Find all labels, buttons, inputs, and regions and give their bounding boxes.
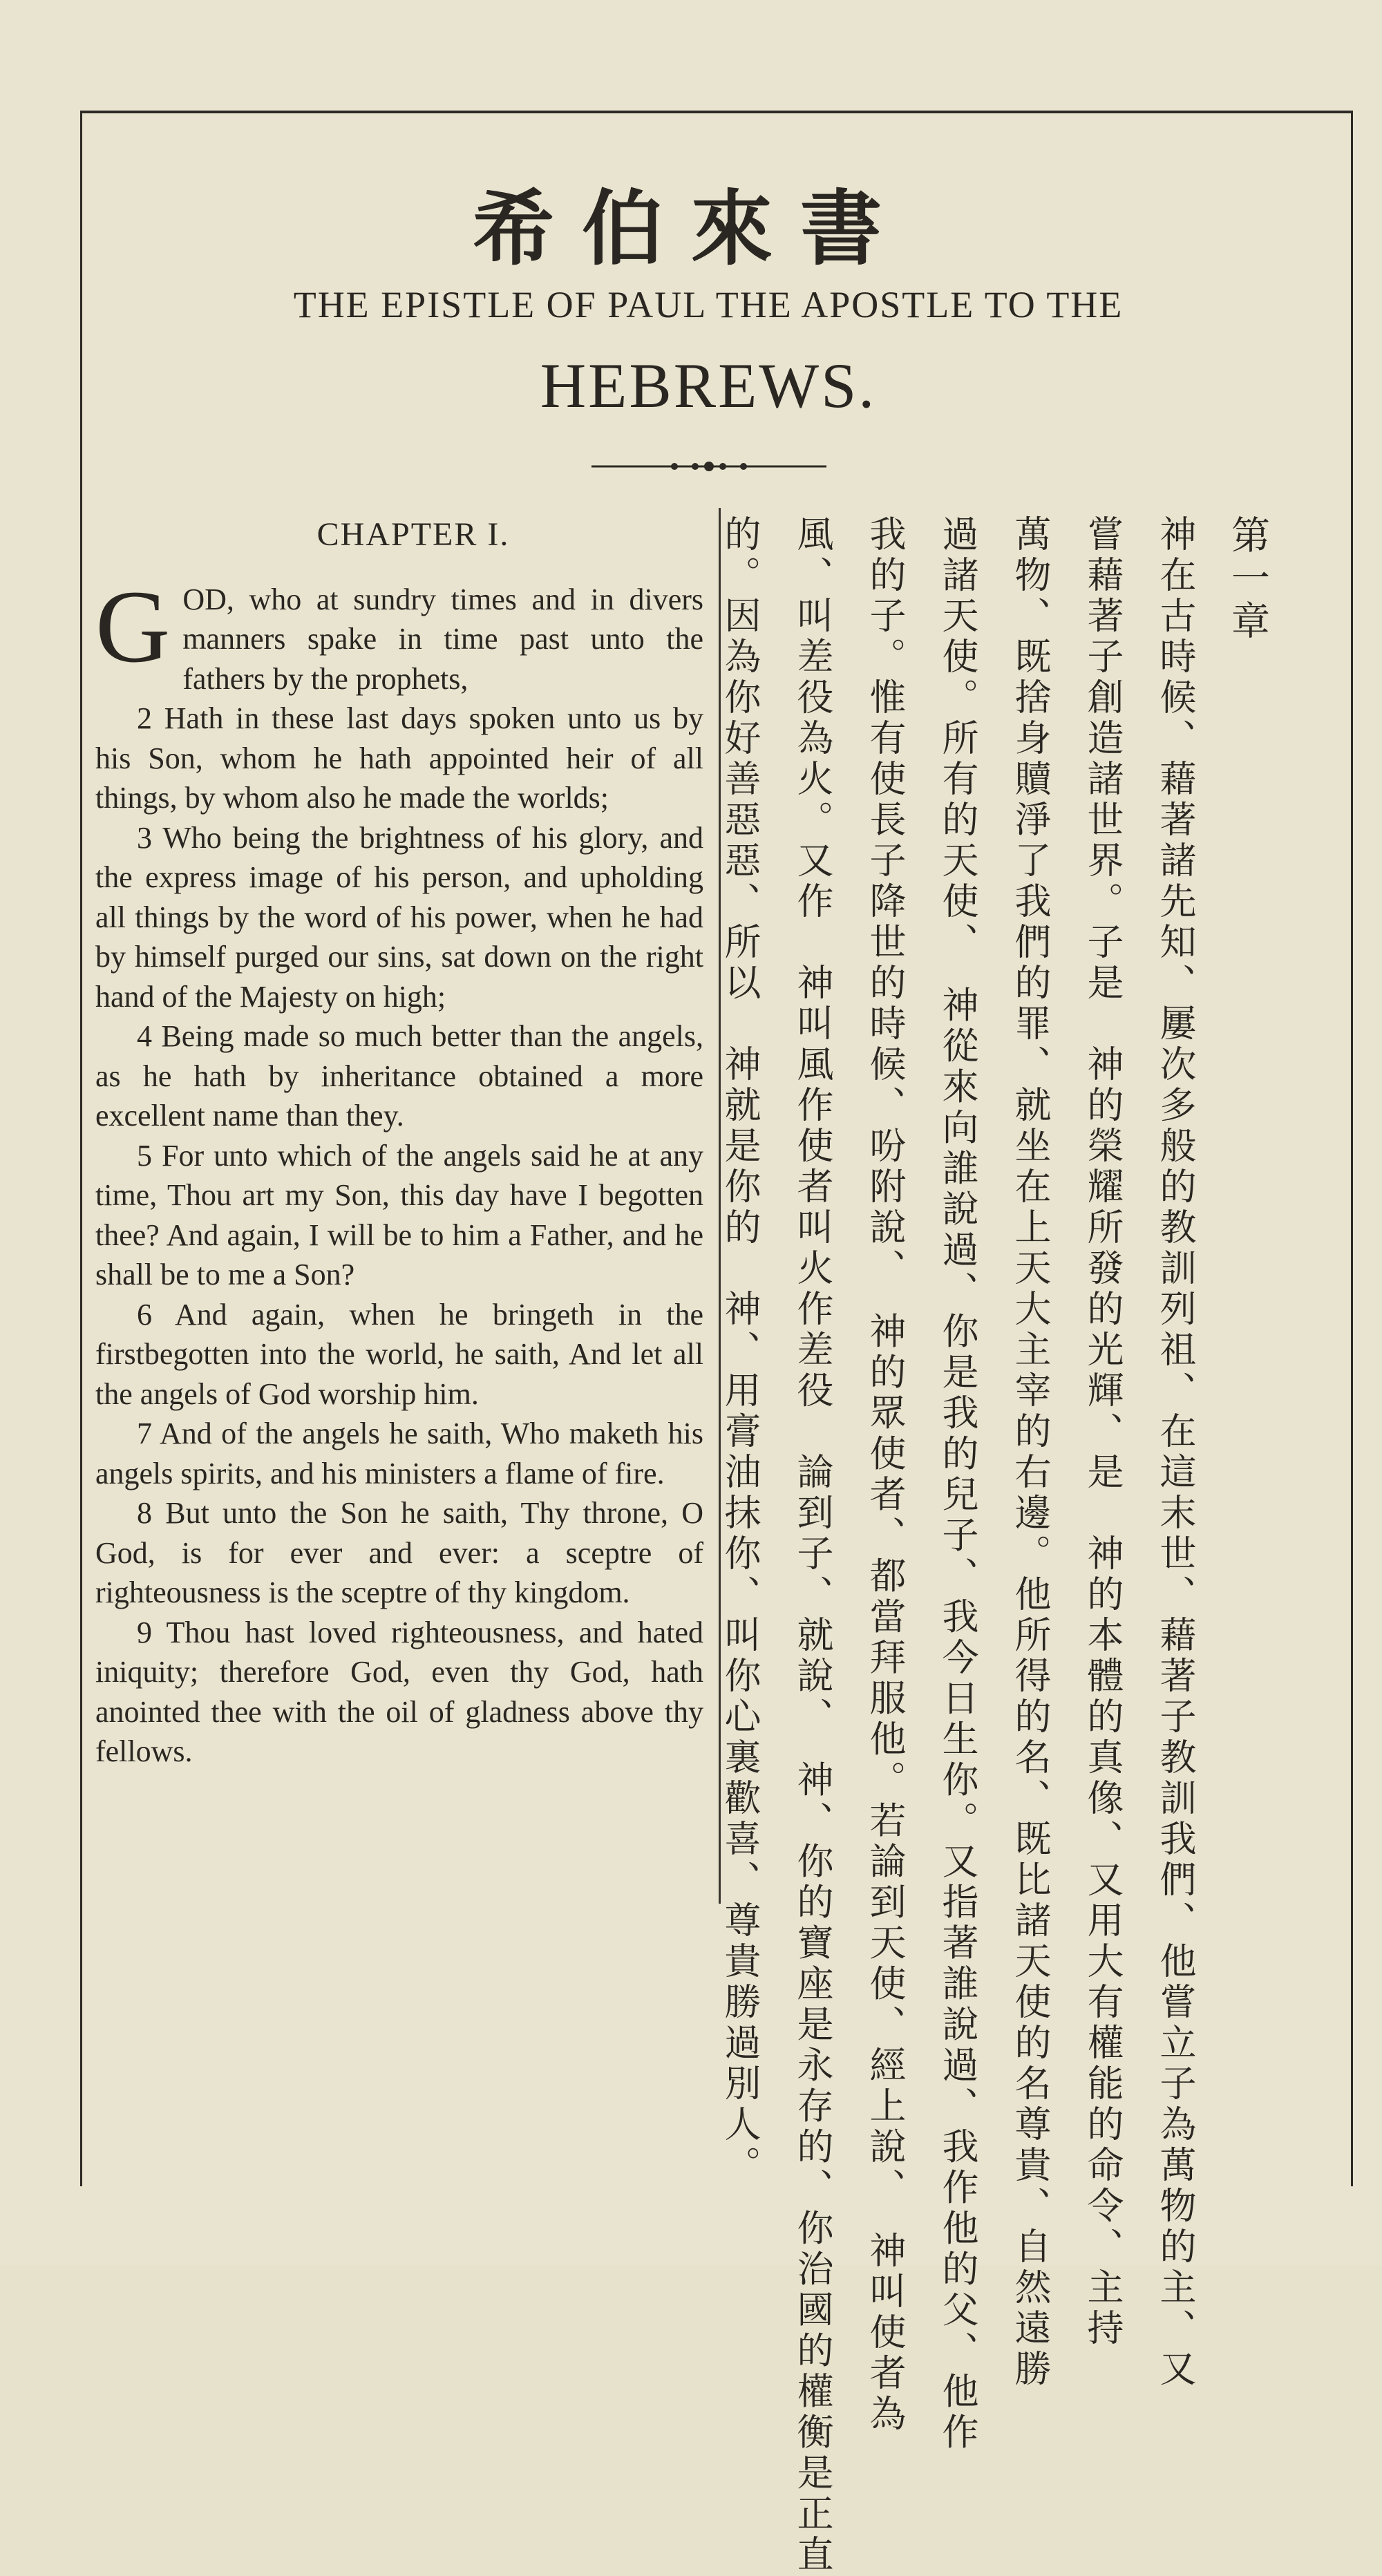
verse-9: 9 Thou hast loved righteousness, and hated iniquity; therefore God, even thy God, hath anointed thee with the oil of gladness above thy fellows. <box>95 1615 703 1768</box>
verse-8: 8 But unto the Son he saith, Thy throne, O God, is for ever and ever: a sceptre of righteousness is the sceptre of thy kingdom. <box>95 1496 703 1609</box>
english-title-line-1: THE EPISTLE OF PAUL THE APOSTLE TO THE <box>293 284 1124 325</box>
chinese-line-7: 的。因為你好善惡惡、所以 神就是你的 神、用膏油抹你、叫你心裏歡喜、尊貴勝過別人。 <box>719 515 761 2186</box>
verse-6: 6 And again, when he bringeth in the firstbegotten into the world, he saith, And let all the angels of God worship him. <box>95 1297 703 1411</box>
chapter-heading: CHAPTER I. <box>316 516 510 553</box>
verse-7: 7 And of the angels he saith, Who maketh his angels spirits, and his ministers a flame of fire. <box>95 1417 703 1490</box>
verse-3: 3 Who being the brightness of his glory, and the express image of his person, and upholding all things by the word of his power, when he had by himself purged our sins, sat down on the right hand of the Majesty on high; <box>95 820 703 1014</box>
verse-5: 5 For unto which of the angels said he at any time, Thou art my Son, this day have I begotten thee? And again, I will be to him a Father, and he shall be to me a Son? <box>95 1138 703 1291</box>
chinese-line-4: 過諸天使。所有的天使、 神從來向誰說過、你是我的兒子、我今日生你。又指著誰說過、我作他的父、他作 <box>936 515 978 2454</box>
chinese-line-2: 嘗藉著子創造諸世界。子是 神的榮耀所發的光輝、是 神的本體的真像、又用大有權能的命令、主持 <box>1081 515 1124 2349</box>
english-column <box>95 515 703 1772</box>
english-title-line-2: HEBREWS. <box>540 350 877 421</box>
chinese-column <box>719 515 1270 2576</box>
verse-4: 4 Being made so much better than the angels, as he hath by inheritance obtained a more excellent name than they. <box>95 1019 703 1133</box>
drop-cap: G <box>95 569 171 684</box>
verse-1 <box>95 569 703 699</box>
chinese-line-1: 神在古時候、藉著諸先知、屢次多般的教訓列祖、在這末世、藉著子教訓我們、他嘗立子為萬物的主、又 <box>1154 515 1196 2390</box>
verse-1-text: OD, who at sundry times and in divers manners spake in time past unto the fathers by the prophets, <box>182 582 703 696</box>
ornament-divider <box>591 453 826 480</box>
chinese-line-5: 我的子。惟有使長子降世的時候、吩附說、 神的眾使者、都當拜服他。若論到天使、經上說、 神叫使者為 <box>864 515 906 2435</box>
chinese-title: 希伯來書 <box>472 181 909 276</box>
chinese-line-6: 風、叫差役為火。又作 神叫風作使者叫火作差役 論到子、就說、 神、你的寶座是永存的、你治國的權衡是正直 <box>791 515 833 2576</box>
chinese-chapter-heading: 第一章 <box>1225 515 1270 643</box>
chinese-line-3: 萬物、既捨身贖淨了我們的罪、就坐在上天大主宰的右邊。他所得的名、既比諸天使的名尊貴、自然遠勝 <box>1009 515 1051 2390</box>
verse-2: 2 Hath in these last days spoken unto us by his Son, whom he hath appointed heir of all things, by whom also he made the worlds; <box>95 701 703 815</box>
